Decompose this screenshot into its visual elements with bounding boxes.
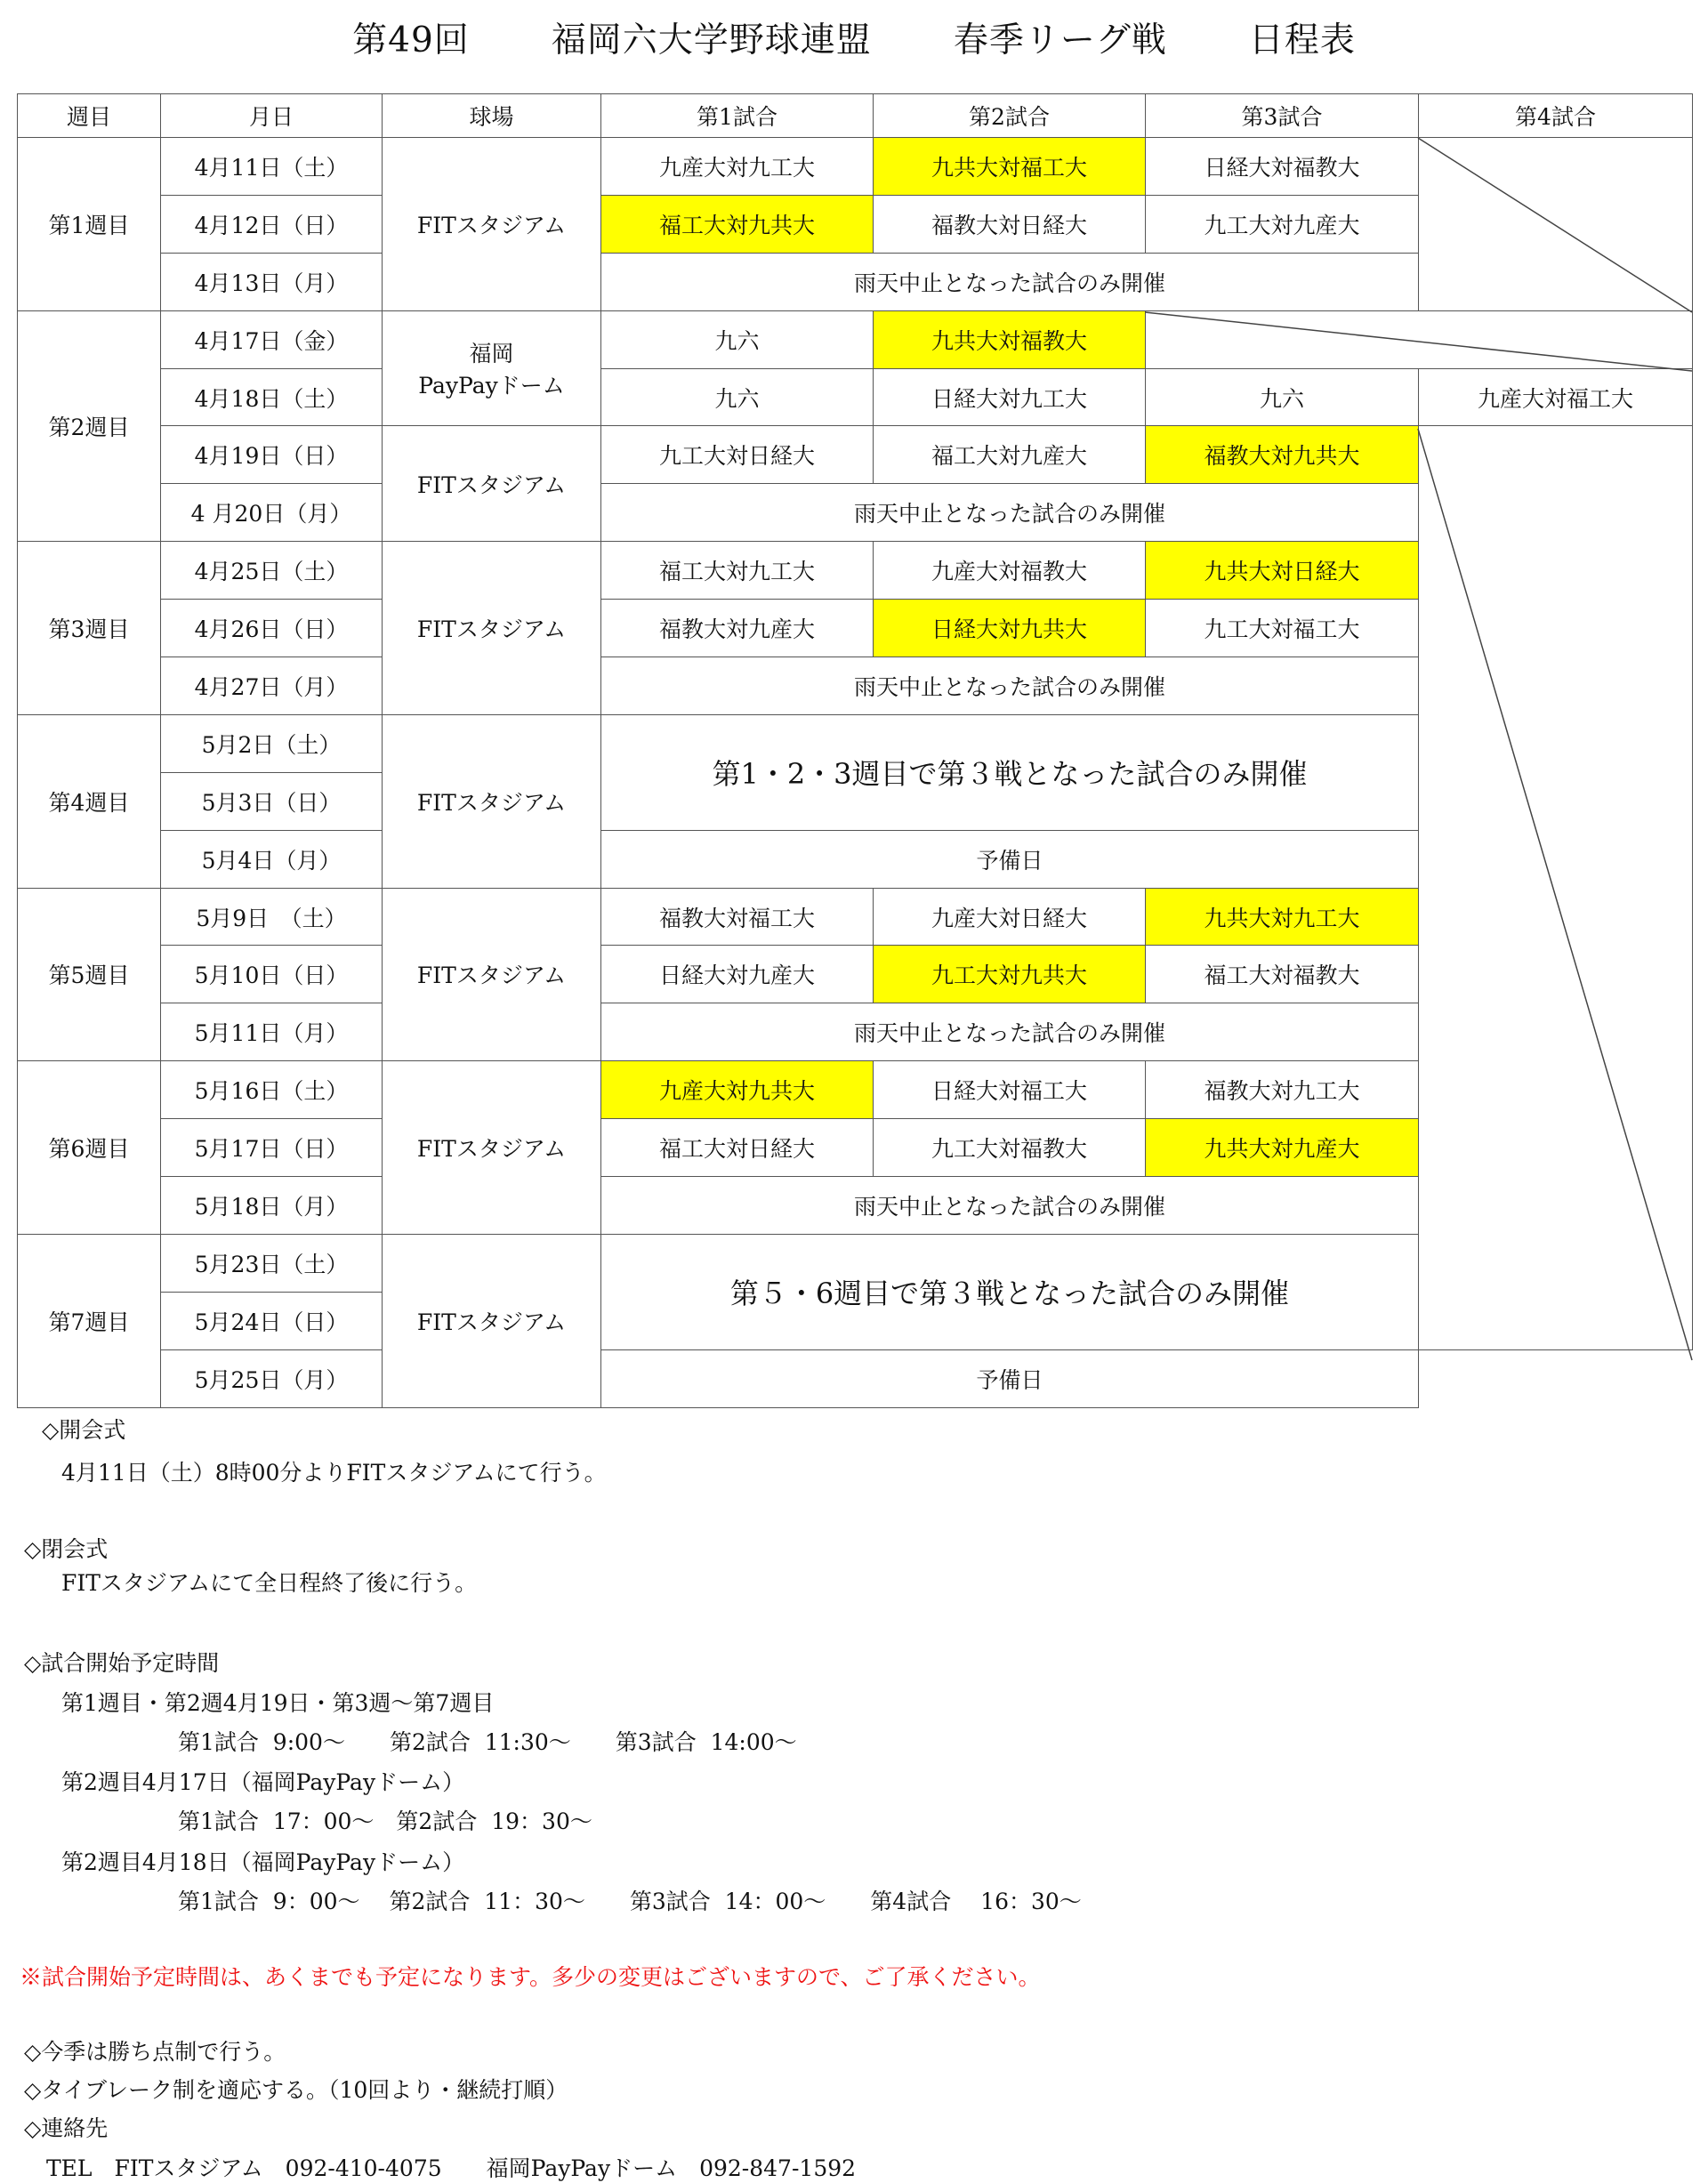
points-rule: ◇今季は勝ち点制で行う。 xyxy=(24,2039,286,2065)
date-cell: 5月25日（月） xyxy=(161,1349,383,1407)
title-edition: 第49回 xyxy=(352,20,470,60)
rain-note: 雨天中止となった試合のみ開催 xyxy=(601,484,1419,542)
table-row xyxy=(18,426,1693,484)
times-a-label: 第1週目・第2週4月19日・第3週～第7週目 xyxy=(61,1690,495,1716)
venue-cell: FITスタジアム xyxy=(383,542,601,715)
game-cell: 福工大対九工大 xyxy=(601,542,874,600)
date-cell: 5月9日 （土） xyxy=(161,888,383,946)
game-cell: 福工大対九産大 xyxy=(874,426,1146,484)
game-cell: 九六 xyxy=(1146,368,1419,426)
game-cell: 日経大対福教大 xyxy=(1146,138,1419,196)
times-c-label: 第2週目4月18日（福岡PayPayドーム） xyxy=(61,1849,465,1875)
week7-note: 第５・6週目で第３戦となった試合のみ開催 xyxy=(601,1234,1419,1349)
venue-cell: FITスタジアム xyxy=(383,714,601,888)
week-label: 第5週目 xyxy=(18,888,161,1061)
empty-cell xyxy=(1146,310,1693,368)
game-cell: 九六 xyxy=(601,368,874,426)
game-cell: 九産大対九工大 xyxy=(601,138,874,196)
rain-note: 雨天中止となった試合のみ開催 xyxy=(601,1177,1419,1235)
date-cell: 5月10日（日） xyxy=(161,946,383,1003)
date-cell: 4月27日（月） xyxy=(161,657,383,715)
game-cell: 日経大対九産大 xyxy=(601,946,874,1003)
date-cell: 5月3日（日） xyxy=(161,772,383,830)
week-label: 第4週目 xyxy=(18,714,161,888)
date-cell: 4月11日（土） xyxy=(161,138,383,196)
contact-heading: ◇連絡先 xyxy=(24,2115,109,2141)
game-cell-highlighted: 九共大対福工大 xyxy=(874,138,1146,196)
game-cell-highlighted: 九工大対九共大 xyxy=(874,946,1146,1003)
header-game4: 第4試合 xyxy=(1419,94,1693,138)
game-cell: 九工大対日経大 xyxy=(601,426,874,484)
game-cell: 福工大対日経大 xyxy=(601,1119,874,1177)
page-title xyxy=(0,12,1708,62)
game-cell-highlighted: 福教大対九共大 xyxy=(1146,426,1419,484)
date-cell: 4月18日（土） xyxy=(161,368,383,426)
date-cell: 5月17日（日） xyxy=(161,1119,383,1177)
date-cell: 5月4日（月） xyxy=(161,830,383,888)
week-label: 第7週目 xyxy=(18,1234,161,1407)
date-cell: 5月2日（土） xyxy=(161,714,383,772)
venue-line: PayPayドーム xyxy=(418,373,565,399)
opening-body: 4月11日（土）8時00分よりFITスタジアムにて行う。 xyxy=(61,1460,607,1486)
game-cell: 日経大対福工大 xyxy=(874,1061,1146,1119)
game-cell-highlighted: 福工大対九共大 xyxy=(601,195,874,253)
reserve-day: 予備日 xyxy=(601,830,1419,888)
game-cell: 九工大対福工大 xyxy=(1146,600,1419,657)
opening-heading: ◇開会式 xyxy=(42,1417,126,1443)
schedule-table xyxy=(17,93,1693,1408)
week-label: 第6週目 xyxy=(18,1061,161,1235)
game-cell: 福工大対福教大 xyxy=(1146,946,1419,1003)
venue-cell: FITスタジアム xyxy=(383,138,601,311)
week-label: 第1週目 xyxy=(18,138,161,311)
date-cell: 4月12日（日） xyxy=(161,195,383,253)
rain-note: 雨天中止となった試合のみ開催 xyxy=(601,253,1419,310)
venue-cell: FITスタジアム xyxy=(383,1061,601,1235)
game-cell: 九工大対福教大 xyxy=(874,1119,1146,1177)
date-cell: 4 月20日（月） xyxy=(161,484,383,542)
venue-line: 福岡 xyxy=(469,341,514,367)
times-a: 第1試合 9:00～ 第2試合 11:30～ 第3試合 14:00～ xyxy=(178,1729,797,1755)
tiebreak-rule: ◇タイブレーク制を適応する。（10回より・継続打順） xyxy=(24,2077,568,2103)
game-cell: 九産大対福教大 xyxy=(874,542,1146,600)
date-cell: 4月26日（日） xyxy=(161,600,383,657)
week-label: 第3週目 xyxy=(18,542,161,715)
game-cell: 九産大対福工大 xyxy=(1419,368,1693,426)
week4-note: 第1・2・3週目で第３戦となった試合のみ開催 xyxy=(601,714,1419,830)
date-cell: 4月13日（月） xyxy=(161,253,383,310)
times-heading: ◇試合開始予定時間 xyxy=(24,1650,220,1676)
title-season: 春季リーグ戦 xyxy=(953,20,1167,60)
date-cell: 5月16日（土） xyxy=(161,1061,383,1119)
venue-cell: FITスタジアム xyxy=(383,888,601,1061)
game-cell-highlighted: 九共大対日経大 xyxy=(1146,542,1419,600)
time-warning: ※試合開始予定時間は、あくまでも予定になります。多少の変更はございますので、ご了承ください。 xyxy=(20,1964,1041,1990)
header-venue: 球場 xyxy=(383,94,601,138)
game-cell: 九六 xyxy=(601,310,874,368)
date-cell: 5月23日（土） xyxy=(161,1234,383,1292)
header-row xyxy=(18,94,1693,138)
header-game3: 第3試合 xyxy=(1146,94,1419,138)
contact-info: TEL FITスタジアム 092-410-4075 福岡PayPayドーム 092-847-1592 xyxy=(46,2155,857,2181)
game-cell-highlighted: 日経大対九共大 xyxy=(874,600,1146,657)
table-row xyxy=(18,1349,1693,1407)
date-cell: 4月25日（土） xyxy=(161,542,383,600)
game-cell-highlighted: 九産大対九共大 xyxy=(601,1061,874,1119)
empty-cell xyxy=(1419,138,1693,311)
game-cell-highlighted: 九共大対九産大 xyxy=(1146,1119,1419,1177)
header-week: 週目 xyxy=(18,94,161,138)
table-row xyxy=(18,368,1693,426)
date-cell: 4月17日（金） xyxy=(161,310,383,368)
game-cell: 福教大対日経大 xyxy=(874,195,1146,253)
venue-cell xyxy=(383,310,601,426)
game-cell-highlighted: 九共大対九工大 xyxy=(1146,888,1419,946)
venue-cell: FITスタジアム xyxy=(383,426,601,542)
title-league: 福岡六大学野球連盟 xyxy=(551,20,872,60)
date-cell: 5月11日（月） xyxy=(161,1003,383,1061)
week-label: 第2週目 xyxy=(18,310,161,542)
closing-heading: ◇閉会式 xyxy=(24,1536,109,1562)
reserve-day: 予備日 xyxy=(601,1349,1419,1407)
game-cell: 九工大対九産大 xyxy=(1146,195,1419,253)
times-b: 第1試合 17：00～ 第2試合 19：30～ xyxy=(178,1808,592,1834)
game-cell-highlighted: 九共大対福教大 xyxy=(874,310,1146,368)
empty-cell xyxy=(1419,426,1693,1349)
header-game1: 第1試合 xyxy=(601,94,874,138)
date-cell: 5月24日（日） xyxy=(161,1292,383,1349)
times-b-label: 第2週目4月17日（福岡PayPayドーム） xyxy=(61,1769,465,1795)
date-cell: 4月19日（日） xyxy=(161,426,383,484)
rain-note: 雨天中止となった試合のみ開催 xyxy=(601,1003,1419,1061)
game-cell: 九産大対日経大 xyxy=(874,888,1146,946)
closing-body: FITスタジアムにて全日程終了後に行う。 xyxy=(61,1570,478,1596)
table-row xyxy=(18,310,1693,368)
header-game2: 第2試合 xyxy=(874,94,1146,138)
times-c: 第1試合 9：00～ 第2試合 11：30～ 第3試合 14：00～ 第4試合 16：30～ xyxy=(178,1889,1082,1914)
title-doc: 日程表 xyxy=(1248,20,1356,60)
header-date: 月日 xyxy=(161,94,383,138)
game-cell: 福教大対九工大 xyxy=(1146,1061,1419,1119)
game-cell: 福教大対九産大 xyxy=(601,600,874,657)
rain-note: 雨天中止となった試合のみ開催 xyxy=(601,657,1419,715)
date-cell: 5月18日（月） xyxy=(161,1177,383,1235)
game-cell: 日経大対九工大 xyxy=(874,368,1146,426)
table-row xyxy=(18,138,1693,196)
game-cell: 福教大対福工大 xyxy=(601,888,874,946)
venue-cell: FITスタジアム xyxy=(383,1234,601,1407)
